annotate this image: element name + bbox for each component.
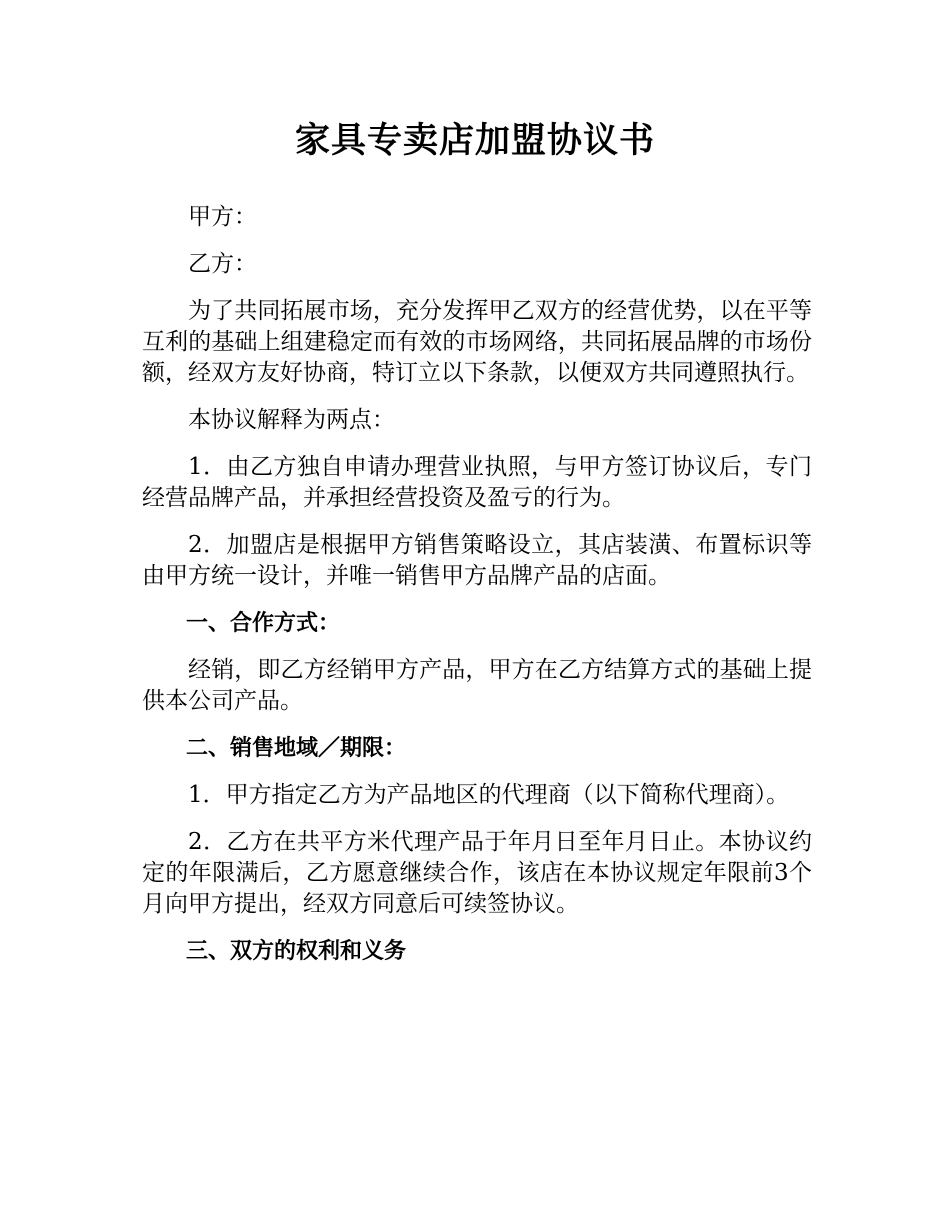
party-a-line: 甲方： (188, 204, 257, 230)
section-3-heading: 三、双方的权利和义务 (186, 939, 407, 964)
section-1-heading: 一、合作方式： (186, 611, 341, 636)
explanation-item-2: 2．加盟店是根据甲方销售策略设立，其店装潢、布置标识等由甲方统一设计，并唯一销售甲方品牌产品的店面。 (142, 532, 812, 589)
document-body (142, 202, 812, 983)
section-2-item-2: 2．乙方在共平方米代理产品于年月日至年月日止。本协议约定的年限满后，乙方愿意继续合作，该店在本协议规定年限前3个月向甲方提出，经双方同意后可续签协议。 (142, 829, 812, 917)
intro-paragraph: 为了共同拓展市场，充分发挥甲乙双方的经营优势，以在平等互利的基础上组建稳定而有效的市场网络，共同拓展品牌的市场份额，经双方友好协商，特订立以下条款，以便双方共同遵照执行。 (142, 298, 812, 386)
section-2-item-1: 1．甲方指定乙方为产品地区的代理商（以下简称代理商）。 (188, 782, 790, 808)
section-2-heading: 二、销售地域／期限： (186, 736, 407, 761)
explanation-item-1: 1．由乙方独自申请办理营业执照，与甲方签订协议后，专门经营品牌产品，并承担经营投资及盈亏的行为。 (142, 454, 812, 511)
section-1-paragraph: 经销，即乙方经销甲方产品，甲方在乙方结算方式的基础上提供本公司产品。 (142, 657, 812, 714)
document-title: 家具专卖店加盟协议书 (294, 121, 655, 161)
party-b-line: 乙方： (188, 251, 257, 277)
explanation-lead: 本协议解释为两点： (188, 407, 395, 433)
